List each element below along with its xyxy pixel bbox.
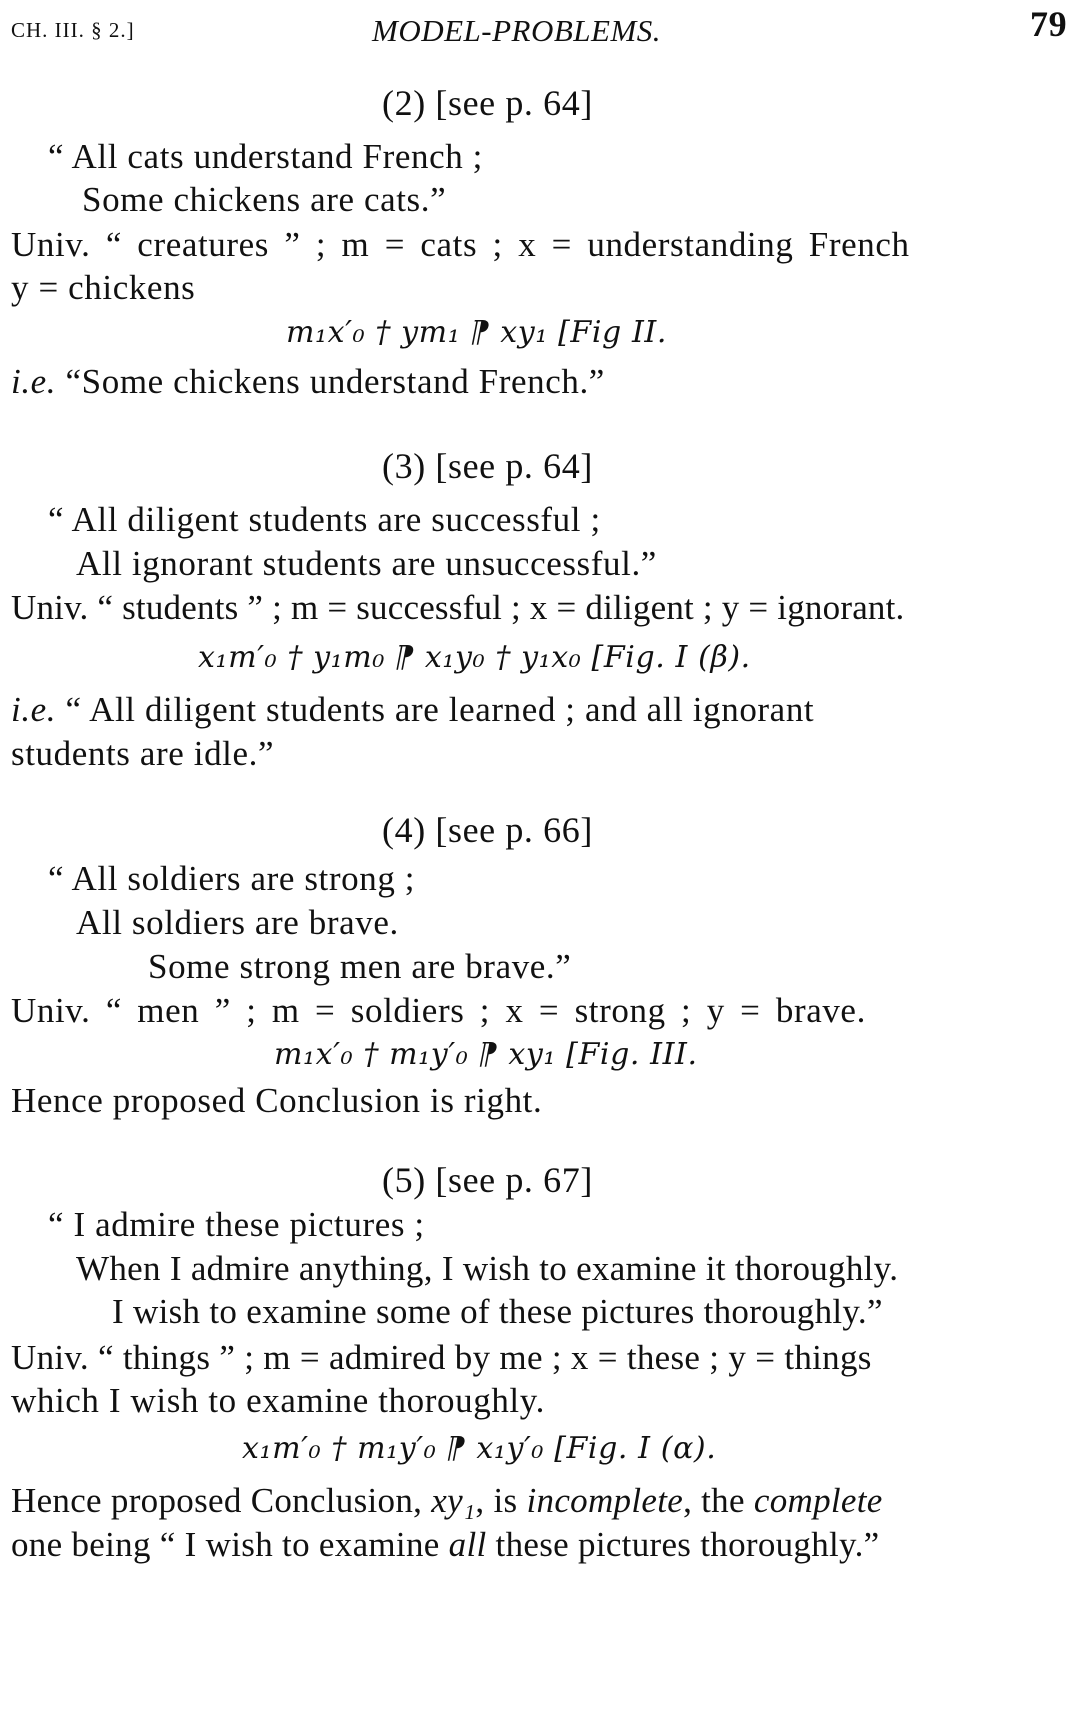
result-text: Hence proposed Conclusion, [11,1481,432,1520]
problem-2-conclusion [11,364,605,399]
result-emphasis: complete [753,1481,883,1520]
problem-3-universe-line-1: Univ. “ students ” ; m = successful ; x = diligent ; y = ignorant. [11,588,905,627]
ie-abbreviation: i.e. [11,362,57,401]
problem-5-result [11,1483,883,1518]
problem-5-premise-2: When I admire anything, I wish to examine it thoroughly. [76,1249,899,1288]
problem-4-conclusion-premise: Some strong men are brave.” [148,947,572,986]
problem-2-premise-1: “ All cats understand French ; [48,137,483,176]
problem-3-premise-2: All ignorant students are unsuccessful.” [76,544,657,583]
problem-3-formula: x₁m′₀ † y₁m₀ ⁋ x₁y₀ † y₁x₀ [Fig. I (β). [198,640,751,675]
result-text: , is [475,1481,527,1520]
problem-2-formula: m₁x′₀ † ym₁ ⁋ xy₁ [Fig II. [286,315,668,350]
problem-2-universe-line-2: y = chickens [11,268,196,307]
problem-5-universe-line-1: Univ. “ things ” ; m = admired by me ; x = these ; y = things [11,1338,872,1377]
conclusion-text: “Some chickens understand French.” [56,362,605,401]
problem-4-heading: (4) [see p. 66] [382,810,593,850]
running-title: MODEL-PROBLEMS. [372,13,662,48]
result-text: these pictures thoroughly.” [486,1525,880,1564]
chapter-reference: CH. III. § 2.] [11,18,135,42]
problem-5-premise-3: I wish to examine some of these pictures thoroughly.” [112,1292,883,1331]
problem-3-conclusion [11,692,814,727]
conclusion-text: “ All diligent students are learned ; and all ignorant [56,690,815,729]
problem-5-heading: (5) [see p. 67] [382,1160,593,1200]
ie-abbreviation: i.e. [11,690,57,729]
problem-2-premise-2: Some chickens are cats.” [82,180,447,219]
result-emphasis: incomplete [526,1481,684,1520]
page-number: 79 [1030,4,1068,44]
result-term: xy₁ [431,1481,476,1520]
problem-2-heading: (2) [see p. 64] [382,83,593,123]
problem-3-premise-1: “ All diligent students are successful ; [48,500,601,539]
problem-4-premise-2: All soldiers are brave. [76,903,399,942]
result-text: , the [683,1481,754,1520]
problem-4-universe-line-1: Univ. “ men ” ; m = soldiers ; x = strong ; y = brave. [11,991,866,1030]
result-emphasis: all [448,1525,487,1564]
problem-5-universe-line-2: which I wish to examine thoroughly. [11,1381,545,1420]
problem-5-result-line-2 [11,1527,879,1562]
problem-4-result: Hence proposed Conclusion is right. [11,1081,543,1120]
problem-2-universe-line-1: Univ. “ creatures ” ; m = cats ; x = understanding French [11,225,910,264]
problem-5-premise-1: “ I admire these pictures ; [48,1205,425,1244]
problem-4-formula: m₁x′₀ † m₁y′₀ ⁋ xy₁ [Fig. III. [274,1037,698,1072]
problem-5-formula: x₁m′₀ † m₁y′₀ ⁋ x₁y′₀ [Fig. I (α). [242,1431,717,1466]
problem-4-premise-1: “ All soldiers are strong ; [48,859,416,898]
result-text: one being “ I wish to examine [11,1525,449,1564]
problem-3-conclusion-line-2: students are idle.” [11,734,275,773]
problem-3-heading: (3) [see p. 64] [382,446,593,486]
